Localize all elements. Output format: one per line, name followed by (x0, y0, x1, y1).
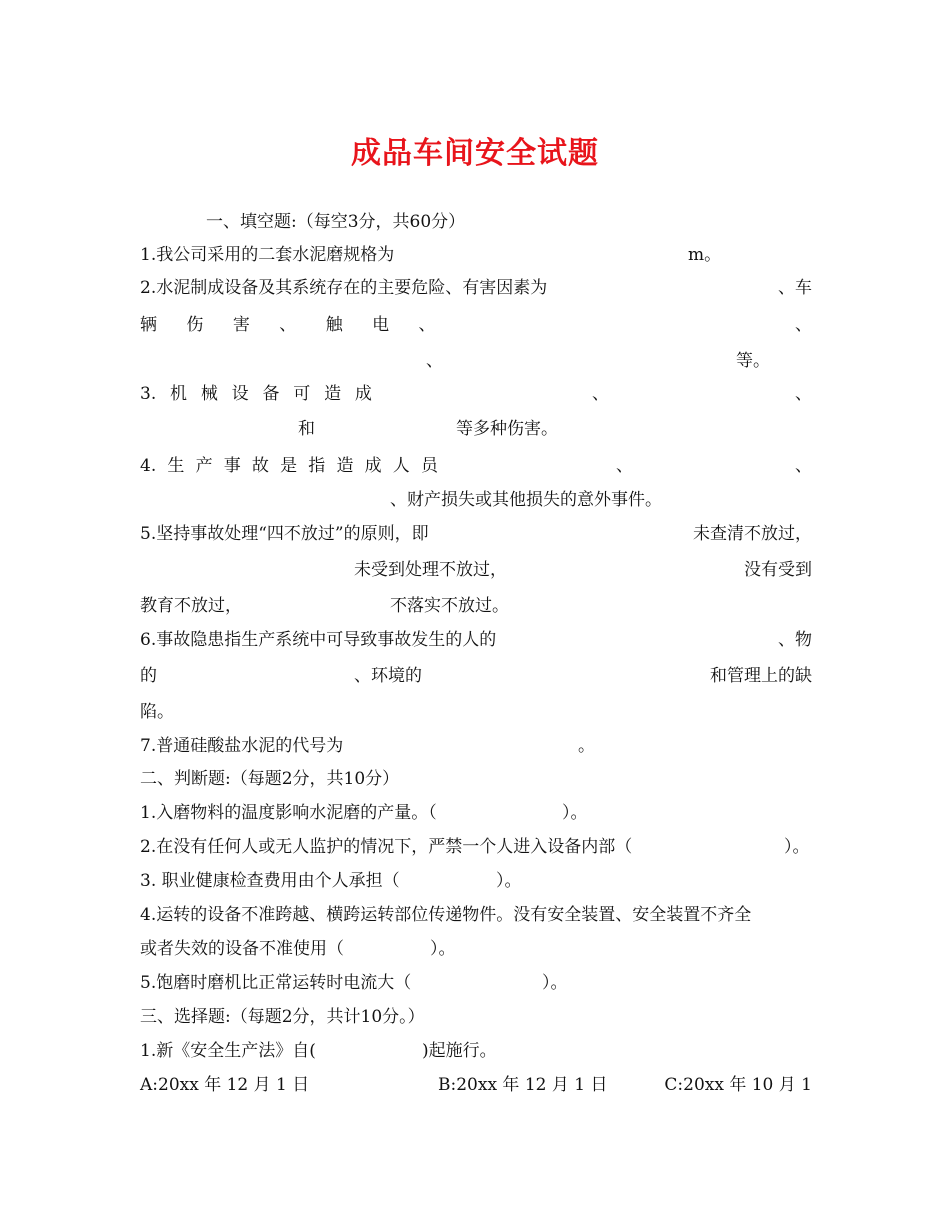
s1-q2-line1 (140, 274, 812, 302)
s1-q4-word: 产 (195, 456, 213, 476)
s1-q3-word: 成 (354, 384, 372, 404)
s1-q4-word: 故 (251, 456, 269, 476)
s1-q4-word: 人 (392, 456, 410, 476)
s1-q6-line1 (140, 626, 812, 654)
page-title: 成品车间安全试题 (351, 136, 599, 171)
s1-q3-spaced (140, 380, 372, 408)
s1-q4-word: 事 (223, 456, 241, 476)
s3-q1-option-a: A:20xx 年 12 月 1 日 (140, 1075, 310, 1095)
s1-q2-line3-end: 等。 (736, 351, 770, 371)
s2-q4-text: 4.运转的设备不准跨越、横跨运转部位传递物件。没有安全装置、安全装置不齐全 (140, 905, 752, 925)
s1-q5-text: 5.坚持事故处理“四不放过”的原则，即 (140, 524, 429, 544)
s1-q3-line2 (140, 415, 812, 443)
section2-heading-line (140, 765, 812, 793)
s1-q6-line2-end: 和管理上的缺 (710, 666, 812, 686)
section3-heading: 三、选择题:（每题2分，共计10分。） (140, 1007, 425, 1027)
s1-q1-line (140, 241, 812, 269)
s1-q4-word: 造 (336, 456, 354, 476)
section1-heading: 一、填空题:（每空3分，共60分） (206, 212, 466, 232)
s2-q3-text: 3. 职业健康检查费用由个人承担（ (140, 871, 400, 891)
s2-q1-end: ）。 (562, 803, 588, 823)
s1-q3-word: 设 (231, 384, 249, 404)
s1-q5-line1 (140, 520, 812, 548)
s2-q4-line2-text: 或者失效的设备不准使用（ (140, 939, 344, 959)
s1-q6-line2-start: 的 (140, 666, 157, 686)
s1-q6-line1-end: 、物 (778, 630, 812, 650)
s1-q1-end: m。 (688, 245, 722, 265)
s1-q2-line3-sep: 、 (426, 351, 443, 371)
s2-q2-end: ）。 (784, 837, 810, 857)
s1-q4-end: 、 (795, 456, 812, 476)
s2-q4-line2-end: ）。 (430, 939, 456, 959)
s2-q3-end: ）。 (496, 871, 522, 891)
s2-q5-text: 5.饱磨时磨机比正常运转时电流大（ (140, 973, 412, 993)
s3-q1-options-line (140, 1071, 812, 1099)
section1-heading-line (140, 208, 812, 236)
s1-q4-word: 4. (140, 456, 157, 476)
s2-q4-line1 (140, 901, 812, 929)
s2-q3-line (140, 867, 812, 895)
s1-q3-line1 (140, 380, 812, 408)
s1-q3-end: 、 (795, 384, 812, 404)
s1-q7-text: 7.普通硅酸盐水泥的代号为 (140, 736, 344, 756)
s1-q4-word: 成 (364, 456, 382, 476)
s1-q5-line2-mid: 未受到处理不放过， (354, 560, 507, 580)
s1-q5-line2-end: 没有受到 (744, 560, 812, 580)
s1-q4-line1 (140, 452, 812, 480)
s1-q3-sep: 、 (592, 384, 609, 404)
s1-q3-word: 造 (324, 384, 342, 404)
s1-q3-and: 和 (298, 419, 315, 439)
s1-q4-word: 生 (167, 456, 185, 476)
s1-q5-line3-start: 教育不放过， (140, 596, 242, 616)
s1-q3-word: 械 (200, 384, 218, 404)
s3-q1-text: 1.新《安全生产法》自( (140, 1041, 316, 1061)
s2-q5-end: ）。 (542, 973, 568, 993)
s1-q5-line2 (140, 556, 812, 584)
s1-q2-word: 害 (232, 315, 250, 335)
section3-heading-line (140, 1003, 812, 1031)
s1-q6-text: 6.事故隐患指生产系统中可导致事故发生的人的 (140, 630, 497, 650)
s1-q4-line2-text: 、财产损失或其他损失的意外事件。 (390, 490, 662, 510)
s1-q2-word: 、 (418, 315, 436, 335)
s1-q3-word: 3. (140, 384, 157, 404)
s1-q4-sep: 、 (616, 456, 633, 476)
s1-q2-line2 (140, 311, 812, 339)
s1-q6-line2 (140, 662, 812, 690)
s1-q2-line3 (140, 347, 812, 375)
s1-q1-text: 1.我公司采用的二套水泥磨规格为 (140, 245, 395, 265)
s3-q1-option-b: B:20xx 年 12 月 1 日 (438, 1075, 608, 1095)
s1-q2-word: 、 (794, 315, 812, 335)
s1-q6-line3-text: 陷。 (140, 702, 174, 722)
s3-q1-line (140, 1037, 812, 1065)
s1-q2-word: 触 (325, 315, 343, 335)
s2-q5-line (140, 969, 812, 997)
s1-q4-line2 (140, 486, 812, 514)
s1-q3-word: 机 (170, 384, 188, 404)
s2-q2-line (140, 833, 812, 861)
s2-q1-text: 1.入磨物料的温度影响水泥磨的产量。（ (140, 803, 437, 823)
s3-q1-end: )起施行。 (422, 1041, 497, 1061)
s2-q4-line2 (140, 935, 812, 963)
s1-q2-text: 2.水泥制成设备及其系统存在的主要危险、有害因素为 (140, 278, 548, 298)
s1-q5-line3 (140, 592, 812, 620)
s1-q3-line2-end: 等多种伤害。 (456, 419, 558, 439)
s1-q4-word: 是 (280, 456, 298, 476)
s1-q4-word: 员 (420, 456, 438, 476)
s1-q2-word: 、 (279, 315, 297, 335)
section2-heading: 二、判断题:（每题2分，共10分） (140, 769, 400, 789)
s1-q4-word: 指 (308, 456, 326, 476)
s1-q6-line3 (140, 698, 812, 726)
s1-q5-line3-mid: 不落实不放过。 (390, 596, 509, 616)
s1-q2-line1-end: 、车 (778, 278, 812, 298)
s1-q5-line1-end: 未查清不放过， (693, 524, 812, 544)
s1-q2-word: 电 (372, 315, 390, 335)
s1-q7-end: 。 (578, 736, 595, 756)
s2-q2-text: 2.在没有任何人或无人监护的情况下，严禁一个人进入设备内部（ (140, 837, 633, 857)
s1-q7-line (140, 732, 812, 760)
s1-q2-word: 辆 (140, 315, 157, 335)
s2-q1-line (140, 799, 812, 827)
s1-q2-word: 伤 (186, 315, 204, 335)
s1-q6-line2-mid: 、环境的 (354, 666, 422, 686)
s1-q3-word: 备 (262, 384, 280, 404)
s1-q3-word: 可 (293, 384, 311, 404)
s3-q1-option-c: C:20xx 年 10 月 1 (664, 1075, 812, 1095)
s1-q4-spaced (140, 452, 438, 480)
